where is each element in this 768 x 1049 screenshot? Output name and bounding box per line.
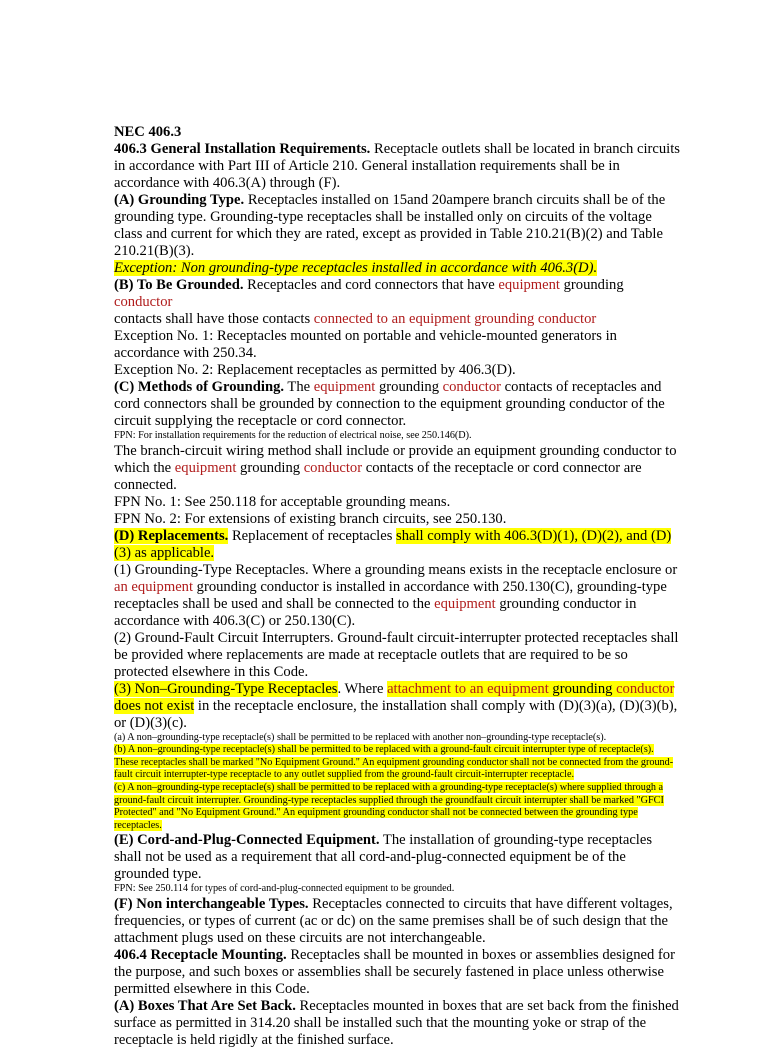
- text-run: The: [284, 379, 314, 395]
- paragraph: [114, 947, 680, 998]
- paragraph: [114, 362, 680, 379]
- text-run: Receptacles connected to circuits that have different voltages, frequencies, or types of current (ac or dc) on the same premises shall be of such design that the attachment plugs used on these circuits are not interchangeable.: [114, 895, 673, 946]
- text-run: grounding conductor is installed in accordance with 250.130(C), grounding-type receptacles shall be used and shall be connected to the: [114, 578, 667, 612]
- text-run: FPN No. 1: See 250.118 for acceptable grounding means.: [114, 493, 451, 510]
- red-text: equipment: [498, 277, 560, 293]
- paragraph: [114, 562, 680, 630]
- highlighted-text: (c) A non–grounding-type receptacle(s) shall be permitted to be replaced with a grounding-type receptacle(s) where supplied through a ground-fault circuit interrupter. Grounding-type receptacles supplied through the groundfault circuit interrupter shall be marked "GFCI Protected" and "No Equipment Ground." An equipment grounding conductor shall not be connected between the grounding type receptacles.: [114, 781, 664, 831]
- text-run: 406.4 Receptacle Mounting.: [114, 946, 287, 963]
- footnote-paragraph: [114, 430, 680, 443]
- paragraph: [114, 511, 680, 528]
- paragraph: [114, 141, 680, 192]
- text-run: grounding: [375, 379, 443, 395]
- paragraph: [114, 379, 680, 430]
- red-text: conductor: [303, 459, 363, 476]
- text-run: grounding conductor in accordance with 406.3(C) or 250.130(C).: [114, 595, 637, 629]
- text-run: (E) Cord-and-Plug-Connected Equipment.: [114, 832, 380, 849]
- footnote-paragraph: [114, 782, 680, 832]
- text-run: grounding: [236, 459, 304, 476]
- text-run: (A) Grounding Type.: [114, 192, 245, 208]
- text-run: The installation of grounding-type receptacles shall not be used as a requirement that all cord-and-plug-connected equipment be of the grounded type.: [114, 832, 653, 883]
- paragraph: [114, 124, 680, 141]
- text-run: (B) To Be Grounded.: [114, 277, 244, 293]
- highlighted-text: shall comply with 406.3(D)(1), (D)(2), and (D)(3) as applicable.: [114, 527, 672, 561]
- highlighted-text: Exception: Non grounding-type receptacles installed in accordance with 406.3(D).: [114, 260, 598, 276]
- paragraph: [114, 896, 680, 947]
- red-text: equipment: [313, 379, 376, 395]
- text-run: contacts of the receptacle or cord connector are connected.: [114, 459, 642, 493]
- paragraph: [114, 832, 680, 883]
- red-text: connected to an equipment grounding conductor: [313, 311, 597, 327]
- highlighted-text: (b) A non–grounding-type receptacle(s) shall be permitted to be replaced with a ground-fault circuit interrupter type of receptacle(s). These receptacles shall be marked "No Equipment Ground." An equipment grounding conductor shall not be connected from the ground-fault circuit interrupter-type receptacle to any outlet supplied from the ground-fault circuit-interrupter receptacle.: [114, 744, 674, 781]
- paragraph: [114, 681, 680, 732]
- text-run: grounding: [559, 277, 624, 293]
- text-run: Receptacles mounted in boxes that are set back from the finished surface as permitted in 314.20 shall be installed such that the mounting yoke or strap of the receptacle is held rigidly at the finished surface.: [114, 997, 679, 1048]
- text-run: Exception No. 2: Replacement receptacles as permitted by 406.3(D).: [114, 362, 516, 378]
- footnote-paragraph: [114, 732, 680, 745]
- red-text: conductor: [442, 379, 502, 395]
- paragraph: [114, 328, 680, 362]
- text-run: Receptacles and cord connectors that have: [243, 277, 499, 293]
- paragraph: [114, 998, 680, 1049]
- text-run: (A) Boxes That Are Set Back.: [114, 997, 296, 1014]
- text-run: FPN: See 250.114 for types of cord-and-plug-connected equipment to be grounded.: [114, 883, 455, 895]
- text-run: (1) Grounding-Type Receptacles. Where a grounding means exists in the receptacle enclosure or: [114, 561, 678, 578]
- red-text: an equipment: [114, 578, 194, 595]
- highlighted-text: conductor: [616, 680, 675, 697]
- highlighted-text: does not exist: [114, 697, 195, 714]
- highlighted-text: grounding: [548, 680, 617, 697]
- text-run: . Where: [337, 680, 388, 697]
- text-run: NEC 406.3: [114, 124, 182, 140]
- text-run: 406.3 General Installation Requirements.: [114, 141, 371, 157]
- text-run: The branch-circuit wiring method shall include or provide an equipment grounding conductor to which the: [114, 442, 677, 476]
- highlighted-text: attachment to an equipment: [387, 680, 549, 697]
- paragraph: [114, 443, 680, 494]
- text-run: (C) Methods of Grounding.: [114, 379, 285, 395]
- footnote-paragraph: [114, 883, 680, 896]
- text-run: contacts of receptacles and cord connectors shall be grounded by connection to the equipment grounding conductor of the circuit supplying the receptacle or cord connector.: [114, 379, 665, 429]
- paragraph: [114, 528, 680, 562]
- text-run: FPN: For installation requirements for the reduction of electrical noise, see 250.146(D).: [114, 430, 472, 441]
- text-run: FPN No. 2: For extensions of existing branch circuits, see 250.130.: [114, 510, 507, 527]
- paragraph: [114, 630, 680, 681]
- text-run: Replacement of receptacles: [228, 527, 397, 544]
- text-run: Receptacles shall be mounted in boxes or assemblies designed for the purpose, and such boxes or assemblies shall be securely fastened in place unless otherwise permitted elsewhere in this Code.: [114, 946, 675, 997]
- paragraph: [114, 494, 680, 511]
- paragraph: [114, 260, 680, 277]
- text-run: (F) Non interchangeable Types.: [114, 895, 309, 912]
- highlighted-text: (3) Non–Grounding-Type Receptacles: [114, 680, 338, 697]
- red-text: equipment: [174, 459, 237, 476]
- text-run: Receptacles installed on 15and 20ampere branch circuits shall be of the grounding type. Grounding-type receptacles shall be installed only on circuits of the voltage class and current for which they are rated, except as provided in Table 210.21(B)(2) and Table 210.21(B)(3).: [114, 192, 666, 259]
- document-body: [114, 124, 680, 1049]
- text-run: Exception No. 1: Receptacles mounted on portable and vehicle-mounted generators in accordance with 250.34.: [114, 328, 617, 361]
- red-text: conductor: [114, 294, 173, 310]
- highlighted-text: (D) Replacements.: [114, 527, 229, 544]
- text-run: contacts shall have those contacts: [114, 311, 314, 327]
- red-text: equipment: [434, 595, 496, 612]
- footnote-paragraph: [114, 744, 680, 782]
- text-run: (2) Ground-Fault Circuit Interrupters. Ground-fault circuit-interrupter protected receptacles shall be provided where replacements are made at receptacle outlets that are required to be so protected elsewhere in this Code.: [114, 629, 679, 680]
- text-run: Receptacle outlets shall be located in branch circuits in accordance with Part III of Article 210. General installation requirements shall be in accordance with 406.3(A) through (F).: [114, 141, 680, 191]
- paragraph: [114, 277, 680, 328]
- text-run: (a) A non–grounding-type receptacle(s) shall be permitted to be replaced with another non–grounding-type receptacle(s).: [114, 731, 607, 743]
- paragraph: [114, 192, 680, 260]
- text-run: in the receptacle enclosure, the installation shall comply with (D)(3)(a), (D)(3)(b), or (D)(3)(c).: [114, 697, 678, 731]
